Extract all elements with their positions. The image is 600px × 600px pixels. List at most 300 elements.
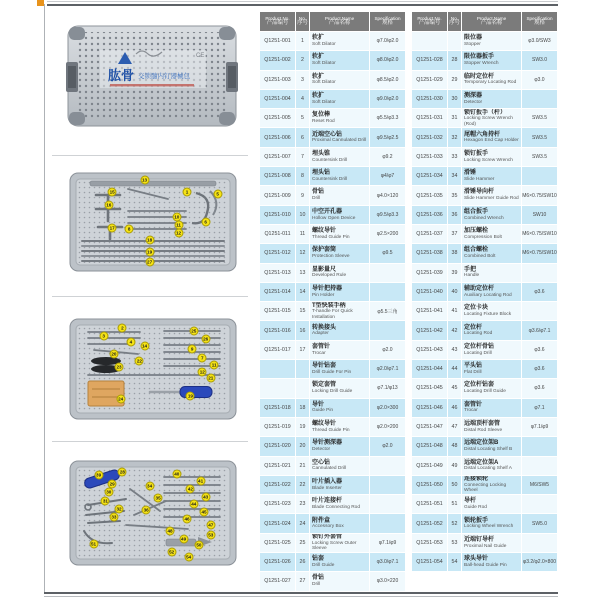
item-number-badge: 4 <box>126 337 135 346</box>
table-row <box>260 418 406 437</box>
product-no-cell: Q1251-024 <box>260 514 296 532</box>
spec-cell: SW3.5 <box>522 128 558 146</box>
product-no-cell: Q1251-040 <box>412 283 448 301</box>
seq-cell: 8 <box>296 167 310 185</box>
item-number-badge: 22 <box>136 358 142 364</box>
product-name-cell: 限位器 Stopper <box>462 32 522 50</box>
seq-cell: 52 <box>448 514 462 532</box>
spec-cell: φ3.6 <box>522 379 558 397</box>
product-no-cell: Q1251-045 <box>412 379 448 397</box>
seq-cell: 26 <box>296 553 310 571</box>
seq-cell: 4 <box>296 90 310 108</box>
header-no: No. 序号 <box>296 12 310 31</box>
product-no-cell: Q1251-002 <box>260 51 296 69</box>
header-product-no: Product No. 产品编号 <box>260 12 296 31</box>
seq-cell: 19 <box>296 418 310 436</box>
product-name-cell: 骨钻 Drill <box>310 186 370 204</box>
item-number-badge: 42 <box>187 486 193 492</box>
page-top-thin-rule <box>47 1 558 2</box>
spec-cell: SW10 <box>522 206 558 224</box>
seq-cell: 38 <box>448 244 462 262</box>
item-number-badge: 12 <box>175 230 182 236</box>
product-no-cell: Q1251-037 <box>412 225 448 243</box>
spec-cell: M6×0.75/SW10 <box>522 244 558 262</box>
table-row <box>260 457 406 476</box>
product-no-cell: Q1251-012 <box>260 244 296 262</box>
table-row <box>412 553 558 572</box>
product-name-cell: T型快装手柄 T-handle For Quick Installation <box>310 302 370 320</box>
product-no-cell: Q1251-053 <box>412 534 448 552</box>
header-no: No. 序号 <box>448 12 462 31</box>
product-no-cell: Q1251-030 <box>412 90 448 108</box>
case-brand-text: 肱骨 <box>108 68 135 83</box>
table-row <box>260 399 406 418</box>
item-number-badge: 8 <box>125 225 134 234</box>
table-row <box>412 71 558 90</box>
product-name-cell: 定位杆骨钻 Locating Drill <box>462 341 522 359</box>
seq-cell: 13 <box>296 264 310 282</box>
spec-cell: φ2.5×200 <box>370 225 406 243</box>
item-number-badge: 33 <box>111 514 117 520</box>
product-no-cell: Q1251-039 <box>412 264 448 282</box>
product-no-cell <box>260 379 296 397</box>
spec-cell: SW3.5 <box>522 148 558 166</box>
spec-cell: φ7.0/φ2.0 <box>370 32 406 50</box>
item-number-badge: 18 <box>147 237 153 243</box>
item-number-badge: 1 <box>183 188 192 197</box>
seq-cell <box>448 32 462 50</box>
product-no-cell: Q1251-004 <box>260 90 296 108</box>
table-row <box>260 225 406 244</box>
spec-cell <box>370 283 406 301</box>
product-name-cell: 导针把持器 Pin Holder <box>310 283 370 301</box>
item-number-badge: 3 <box>99 331 108 340</box>
product-name-cell: 定位杆钻套 Locating Drill Guide <box>462 379 522 397</box>
case-corner-bumper <box>69 27 85 40</box>
seq-cell: 23 <box>296 495 310 513</box>
parts-table-right-group <box>412 12 558 572</box>
item-number-badge: 28 <box>119 469 125 475</box>
product-no-cell: Q1251-032 <box>412 128 448 146</box>
ce-mark: CE <box>196 53 205 59</box>
product-no-cell: Q1251-006 <box>260 128 296 146</box>
product-no-cell: Q1251-022 <box>260 476 296 494</box>
product-no-cell: Q1251-023 <box>260 495 296 513</box>
item-number-badge: 23 <box>116 364 122 370</box>
spec-cell: φ7.1/φ9 <box>522 418 558 436</box>
item-number-badge: 35 <box>155 495 161 501</box>
item-number-badge: 20 <box>111 351 117 357</box>
seq-cell: 40 <box>448 283 462 301</box>
product-no-cell: Q1251-029 <box>412 71 448 89</box>
seq-cell: 46 <box>448 399 462 417</box>
spec-cell: φ3.6/φ7.1 <box>522 321 558 339</box>
spec-cell: φ2.0×300 <box>370 399 406 417</box>
product-name-cell: 辅助定位杆 Auxiliary Locating Rod <box>462 283 522 301</box>
item-number-badge: 7 <box>198 353 207 362</box>
seq-cell: 16 <box>296 321 310 339</box>
spec-cell: φ3.0×220 <box>370 572 406 590</box>
table-row <box>412 244 558 263</box>
tray1-illustration <box>68 171 238 273</box>
seq-cell: 32 <box>448 128 462 146</box>
product-no-cell: Q1251-051 <box>412 495 448 513</box>
spec-cell: φ5.5三角 <box>370 302 406 320</box>
seq-cell: 2 <box>296 51 310 69</box>
product-no-cell: Q1251-047 <box>412 418 448 436</box>
table-row <box>260 534 406 553</box>
product-name-cell: 螺纹导针 Thread Guide Pin <box>310 418 370 436</box>
product-name-cell: 定位卡块 Locating Fixture Block <box>462 302 522 320</box>
photo-tray-layer-2 <box>68 317 238 421</box>
seq-cell: 47 <box>448 418 462 436</box>
table-row <box>260 360 406 379</box>
product-name-cell: 转换接头 Adapter <box>310 321 370 339</box>
item-number-badge: 47 <box>208 522 214 528</box>
table-row <box>260 128 406 147</box>
seq-cell: 35 <box>448 186 462 204</box>
table-row <box>412 186 558 205</box>
table-row <box>412 148 558 167</box>
product-name-cell: 导针测深器 Detector <box>310 437 370 455</box>
table-row <box>260 71 406 90</box>
page-left-rule <box>44 4 45 593</box>
seq-cell: 7 <box>296 148 310 166</box>
item-number-badge: 36 <box>143 507 149 513</box>
product-name-cell: 平头钻 Flat Drill <box>462 360 522 378</box>
item-number-badge: 27 <box>147 259 153 265</box>
product-no-cell: Q1251-044 <box>412 360 448 378</box>
spec-cell: φ3.6 <box>522 283 558 301</box>
product-name-cell: 球头导针 Ball-head Guide Pin <box>462 553 522 571</box>
product-name-cell: 显影量尺 Developed Rule <box>310 264 370 282</box>
seq-cell: 10 <box>296 206 310 224</box>
product-name-cell: 套管针 Trocar <box>462 399 522 417</box>
seq-cell: 28 <box>448 51 462 69</box>
product-no-cell: Q1251-017 <box>260 341 296 359</box>
item-number-badge: 49 <box>181 536 187 542</box>
spec-cell: SW3.5 <box>522 109 558 127</box>
product-no-cell: Q1251-020 <box>260 437 296 455</box>
seq-cell <box>296 360 310 378</box>
product-no-cell: Q1251-019 <box>260 418 296 436</box>
item-number-badge: 17 <box>109 225 115 231</box>
product-no-cell: Q1251-033 <box>412 148 448 166</box>
seq-cell: 21 <box>296 457 310 475</box>
seq-cell: 3 <box>296 71 310 89</box>
seq-cell: 17 <box>296 341 310 359</box>
table-row <box>412 399 558 418</box>
table-row <box>412 514 558 533</box>
item-number-badge: 9 <box>188 345 197 354</box>
product-no-cell <box>260 360 296 378</box>
spec-cell <box>522 302 558 320</box>
spec-cell: φ8.5/φ2.0 <box>370 71 406 89</box>
seq-cell: 42 <box>448 321 462 339</box>
product-name-cell: 导针 Guide Pin <box>310 399 370 417</box>
seq-cell: 29 <box>448 71 462 89</box>
spec-cell: φ9.5/φ2.5 <box>370 128 406 146</box>
item-number-badge: 16 <box>106 202 112 208</box>
table-row <box>412 437 558 456</box>
item-number-badge: 26 <box>203 336 209 342</box>
product-name-cell: 锁钉扳手（杆） Locking Screw Wrench (Rod) <box>462 109 522 127</box>
spec-cell: φ4.0×120 <box>370 186 406 204</box>
spec-cell: φ7.1/φ9 <box>370 534 406 552</box>
table-row <box>260 90 406 109</box>
photo-tray-layer-3 <box>68 459 238 567</box>
spec-cell: φ2.0/φ7.1 <box>370 360 406 378</box>
table-row <box>412 225 558 244</box>
header-specification: Specification 规格 <box>370 12 406 31</box>
spec-cell: φ9.0/φ2.0 <box>370 90 406 108</box>
table-row <box>412 264 558 283</box>
seq-cell: 48 <box>448 437 462 455</box>
product-name-cell: 锁钉扳手 Locking Screw Wrench <box>462 148 522 166</box>
table-row <box>412 90 558 109</box>
seq-cell: 20 <box>296 437 310 455</box>
spec-cell: φ3.0/SW3 <box>522 32 558 50</box>
product-name-cell: 临时定位杆 Temporary Locating Rod <box>462 71 522 89</box>
product-name-cell: 近端钉导杆 Proximal Nail Guide <box>462 534 522 552</box>
table-row <box>260 553 406 572</box>
page-top-rule <box>47 4 558 6</box>
seq-cell: 5 <box>296 109 310 127</box>
product-name-cell: 叶片连接杆 Blade Connecting Rod <box>310 495 370 513</box>
product-no-cell: Q1251-025 <box>260 534 296 552</box>
spec-cell <box>370 476 406 494</box>
spec-cell <box>370 514 406 532</box>
spec-cell: φ4/φ7 <box>370 167 406 185</box>
table-rows-left <box>260 31 406 592</box>
table-row <box>260 514 406 533</box>
product-no-cell: Q1251-008 <box>260 167 296 185</box>
item-number-badge: 48 <box>167 528 173 534</box>
product-name-cell: 远端定位架A Distal Locating Shelf A <box>462 457 522 475</box>
seq-cell: 43 <box>448 341 462 359</box>
product-name-cell: 软扩 Soft Dilator <box>310 90 370 108</box>
table-row <box>412 476 558 495</box>
product-name-cell: 远端顶杆套管 Distal Rod Sleeve <box>462 418 522 436</box>
product-name-cell: 导杆 Guide Rod <box>462 495 522 513</box>
product-name-cell: 软扩 Soft Dilator <box>310 71 370 89</box>
section-divider-2 <box>52 296 248 297</box>
seq-cell: 54 <box>448 553 462 571</box>
table-row <box>412 109 558 128</box>
item-number-badge: 5 <box>213 190 222 199</box>
spec-cell <box>522 457 558 475</box>
header-product-name: Product Name 产品名称 <box>462 12 522 31</box>
seq-cell: 41 <box>448 302 462 320</box>
item-number-badge: 51 <box>90 541 97 547</box>
product-no-cell: Q1251-001 <box>260 32 296 50</box>
product-no-cell: Q1251-049 <box>412 457 448 475</box>
spec-cell: M6/SW5 <box>522 476 558 494</box>
spec-cell: M6×0.75/SW10 <box>522 225 558 243</box>
table-row <box>260 283 406 302</box>
spec-cell: φ9.2 <box>370 148 406 166</box>
item-number-badge: 11 <box>210 360 219 369</box>
table-row <box>260 437 406 456</box>
product-no-cell: Q1251-009 <box>260 186 296 204</box>
product-name-cell: 手把 Handle <box>462 264 522 282</box>
seq-cell: 27 <box>296 572 310 590</box>
seq-cell: 9 <box>296 186 310 204</box>
photo-tray-layer-1 <box>68 171 238 273</box>
item-number-badge: 31 <box>102 498 108 504</box>
table-row <box>412 32 558 51</box>
product-no-cell <box>412 32 448 50</box>
item-number-badge: 44 <box>191 501 197 507</box>
product-name-cell: 导针钻套 Drill Guide For Pin <box>310 360 370 378</box>
product-name-cell: 套管针 Trocar <box>310 341 370 359</box>
spec-cell: φ3.2/φ2.0×800 <box>522 553 558 571</box>
spec-cell <box>370 321 406 339</box>
table-row <box>260 572 406 591</box>
item-number-badge: 2 <box>118 324 127 333</box>
product-name-cell: 空心钻 Cannulated Drill <box>310 457 370 475</box>
spec-cell: M6×0.75/SW10 <box>522 186 558 204</box>
table-row <box>260 32 406 51</box>
corner-accent-mark <box>37 0 44 6</box>
item-number-badge: 30 <box>106 489 112 495</box>
table-row <box>260 167 406 186</box>
item-number-badge: 34 <box>147 483 153 489</box>
spec-cell: φ8.0/φ2.0 <box>370 51 406 69</box>
section-divider-3 <box>52 441 248 442</box>
spec-cell: φ3.6 <box>522 360 558 378</box>
seq-cell: 11 <box>296 225 310 243</box>
product-no-cell: Q1251-052 <box>412 514 448 532</box>
product-name-cell: 连接锁轮 Connecting Locking Wheel <box>462 476 522 494</box>
item-number-badge: 40 <box>174 471 180 477</box>
item-number-badge: 43 <box>203 494 209 500</box>
product-no-cell: Q1251-041 <box>412 302 448 320</box>
spec-cell <box>522 534 558 552</box>
product-no-cell: Q1251-026 <box>260 553 296 571</box>
product-no-cell: Q1251-011 <box>260 225 296 243</box>
item-number-badge: 52 <box>169 549 175 555</box>
table-row <box>412 534 558 553</box>
product-name-cell: 限位器扳手 Stopper Wrench <box>462 51 522 69</box>
header-product-name: Product Name 产品名称 <box>310 12 370 31</box>
item-number-badge: 24 <box>118 396 124 402</box>
item-number-badge: 11 <box>174 221 183 230</box>
seq-cell: 18 <box>296 399 310 417</box>
table-row <box>412 360 558 379</box>
item-number-badge: 10 <box>174 214 180 220</box>
case-fine-print-line <box>110 84 194 86</box>
spec-cell: SW5.0 <box>522 514 558 532</box>
seq-cell <box>296 379 310 397</box>
item-number-badge: 15 <box>109 189 115 195</box>
header-product-no: Product No. 产品编号 <box>412 12 448 31</box>
seq-cell: 34 <box>448 167 462 185</box>
seq-cell: 49 <box>448 457 462 475</box>
spec-cell: φ3.6 <box>522 341 558 359</box>
item-number-badge: 45 <box>201 509 207 515</box>
product-name-cell: 锁轮扳手 Locking Wheel Wrench <box>462 514 522 532</box>
seq-cell: 39 <box>448 264 462 282</box>
table-row <box>412 302 558 321</box>
product-no-cell: Q1251-043 <box>412 341 448 359</box>
product-name-cell: 尾帽六角持杆 Hexagon End Cap Holder <box>462 128 522 146</box>
closed-case-illustration <box>66 24 238 128</box>
table-row <box>260 495 406 514</box>
table-row <box>412 51 558 70</box>
table-row <box>260 186 406 205</box>
item-number-badge: 25 <box>191 328 197 334</box>
item-number-badge: 50 <box>196 542 202 548</box>
seq-cell: 33 <box>448 148 462 166</box>
product-name-cell: 组合扳手 Combined Wrench <box>462 206 522 224</box>
table-row <box>260 109 406 128</box>
page-bottom-thin-rule <box>44 596 558 597</box>
parts-table <box>260 12 558 592</box>
page-bottom-rule <box>44 592 558 594</box>
product-name-cell: 测深器 Detector <box>462 90 522 108</box>
product-no-cell: Q1251-016 <box>260 321 296 339</box>
table-row <box>260 302 406 321</box>
seq-cell: 53 <box>448 534 462 552</box>
item-number-badge: 14 <box>141 343 148 349</box>
spec-cell: SW3.0 <box>522 51 558 69</box>
item-number-badge: 29 <box>109 481 115 487</box>
product-name-cell: 附件盒 Accessory Box <box>310 514 370 532</box>
seq-cell: 14 <box>296 283 310 301</box>
spec-cell: φ2.0 <box>370 341 406 359</box>
seq-cell: 25 <box>296 534 310 552</box>
spec-cell <box>522 167 558 185</box>
section-divider-1 <box>52 155 248 156</box>
spec-cell: φ3.0/φ7.1 <box>370 553 406 571</box>
seq-cell: 31 <box>448 109 462 127</box>
product-no-cell: Q1251-042 <box>412 321 448 339</box>
header-specification: Specification 规格 <box>522 12 558 31</box>
table-row <box>412 321 558 340</box>
spec-cell <box>370 495 406 513</box>
product-no-cell: Q1251-038 <box>412 244 448 262</box>
item-number-badge: 6 <box>201 218 210 227</box>
item-number-badge: 13 <box>141 177 148 183</box>
table-row <box>412 341 558 360</box>
item-number-badge: 19 <box>147 249 153 255</box>
product-no-cell: Q1251-013 <box>260 264 296 282</box>
spec-cell <box>370 264 406 282</box>
spec-cell <box>522 495 558 513</box>
spec-cell: φ7.1/φ13 <box>370 379 406 397</box>
seq-cell: 36 <box>448 206 462 224</box>
seq-cell: 51 <box>448 495 462 513</box>
item-number-badge: 19 <box>187 393 193 399</box>
table-row <box>412 283 558 302</box>
seq-cell: 6 <box>296 128 310 146</box>
spec-cell <box>522 264 558 282</box>
product-no-cell: Q1251-003 <box>260 71 296 89</box>
item-number-badge: 41 <box>198 478 204 484</box>
table-row <box>412 379 558 398</box>
table-row <box>412 167 558 186</box>
spec-cell: φ2.0×200 <box>370 418 406 436</box>
seq-cell: 45 <box>448 379 462 397</box>
product-name-cell: 钻套 Drill Guide <box>310 553 370 571</box>
item-number-badge: 46 <box>184 516 190 522</box>
product-name-cell: 滑锤导向杆 Slide Hammer Guide Rod <box>462 186 522 204</box>
product-no-cell: Q1251-028 <box>412 51 448 69</box>
table-rows-right <box>412 31 558 572</box>
seq-cell: 30 <box>448 90 462 108</box>
case-product-text: 交锁髓内钉器械包 <box>138 73 190 80</box>
